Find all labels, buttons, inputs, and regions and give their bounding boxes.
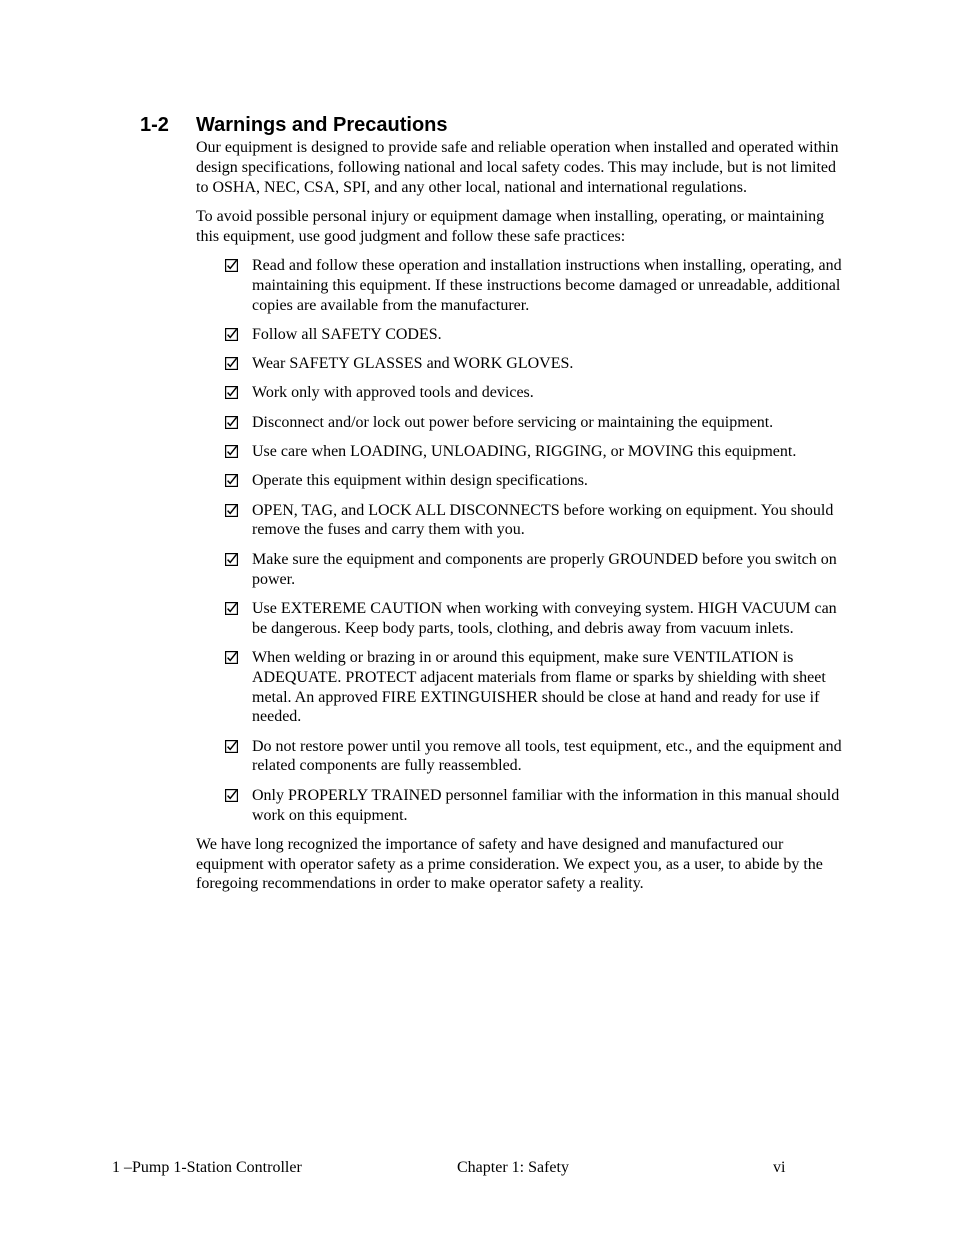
checklist-item (196, 413, 846, 433)
section-title: Warnings and Precautions (196, 114, 448, 136)
checklist-item-text: Follow all SAFETY CODES. (252, 325, 442, 343)
checklist-item (196, 325, 846, 345)
section-body (196, 138, 846, 904)
checklist-item-text: Do not restore power until you remove all tools, test equipment, etc., and the equipment and related components are fully reassembled. (252, 737, 842, 775)
checklist-item (196, 648, 846, 727)
intro-paragraph-1: Our equipment is designed to provide safe and reliable operation when installed and operated within design specifications, following national and local safety codes. This may include, but is not limited to OSHA, NEC, CSA, SPI, and any other local, national and international regulations. (196, 139, 839, 196)
intro-paragraph-2: To avoid possible personal injury or equipment damage when installing, operating, or maintaining this equipment, use good judgment and follow these safe practices: (196, 207, 825, 245)
checked-box-icon (225, 386, 238, 399)
checked-box-icon (225, 789, 238, 802)
checklist-item-text: Read and follow these operation and installation instructions when installing, operating, and maintaining this equipment. If these instructions become damaged or unreadable, additional copies are available from the manufacturer. (252, 256, 842, 314)
checklist-item-text: When welding or brazing in or around this equipment, make sure VENTILATION is ADEQUATE. PROTECT adjacent materials from flame or sparks by shielding with sheet metal. An approved FIRE EXTINGUISHER should be close at hand and ready for use if needed. (252, 648, 826, 726)
checklist-item (196, 501, 846, 541)
checklist-item (196, 737, 846, 777)
checked-box-icon (225, 651, 238, 664)
checklist-item (196, 256, 846, 315)
safety-checklist (196, 256, 846, 825)
checklist-item (196, 599, 846, 639)
checklist-item-text: Operate this equipment within design specifications. (252, 472, 588, 490)
checked-box-icon (225, 553, 238, 566)
checklist-item-text: Disconnect and/or lock out power before servicing or maintaining the equipment. (252, 413, 774, 431)
checklist-item (196, 786, 846, 826)
checked-box-icon (225, 416, 238, 429)
footer-page-number: vi (773, 1159, 786, 1176)
checked-box-icon (225, 328, 238, 341)
checklist-item (196, 442, 846, 462)
section-number: 1-2 (140, 114, 169, 136)
checklist-item (196, 354, 846, 374)
footer-chapter: Chapter 1: Safety (457, 1159, 569, 1176)
checked-box-icon (225, 474, 238, 487)
checklist-item-text: Only PROPERLY TRAINED personnel familiar with the information in this manual should work on this equipment. (252, 786, 840, 824)
checklist-item-text: Use EXTEREME CAUTION when working with conveying system. HIGH VACUUM can be dangerous. Keep body parts, tools, clothing, and debris away from vacuum inlets. (252, 599, 837, 637)
checklist-item-text: Wear SAFETY GLASSES and WORK GLOVES. (252, 355, 574, 373)
checked-box-icon (225, 602, 238, 615)
closing-paragraph: We have long recognized the importance of safety and have designed and manufactured our equipment with operator safety as a prime consideration. We expect you, as a user, to abide by the foregoing recommendations in order to make operator safety a reality. (196, 835, 823, 893)
checked-box-icon (225, 357, 238, 370)
checked-box-icon (225, 445, 238, 458)
checklist-item-text: Use care when LOADING, UNLOADING, RIGGING, or MOVING this equipment. (252, 443, 797, 461)
checked-box-icon (225, 740, 238, 753)
checklist-item-text: Make sure the equipment and components are properly GROUNDED before you switch on power. (252, 550, 837, 588)
checked-box-icon (225, 259, 238, 272)
checklist-item (196, 471, 846, 491)
section-heading (140, 112, 448, 138)
footer-document-title: 1 –Pump 1-Station Controller (112, 1159, 302, 1176)
checklist-item-text: Work only with approved tools and devices. (252, 384, 534, 402)
checklist-item-text: OPEN, TAG, and LOCK ALL DISCONNECTS before working on equipment. You should remove the fuses and carry them with you. (252, 501, 834, 539)
checklist-item (196, 550, 846, 590)
checked-box-icon (225, 504, 238, 517)
checklist-item (196, 383, 846, 403)
